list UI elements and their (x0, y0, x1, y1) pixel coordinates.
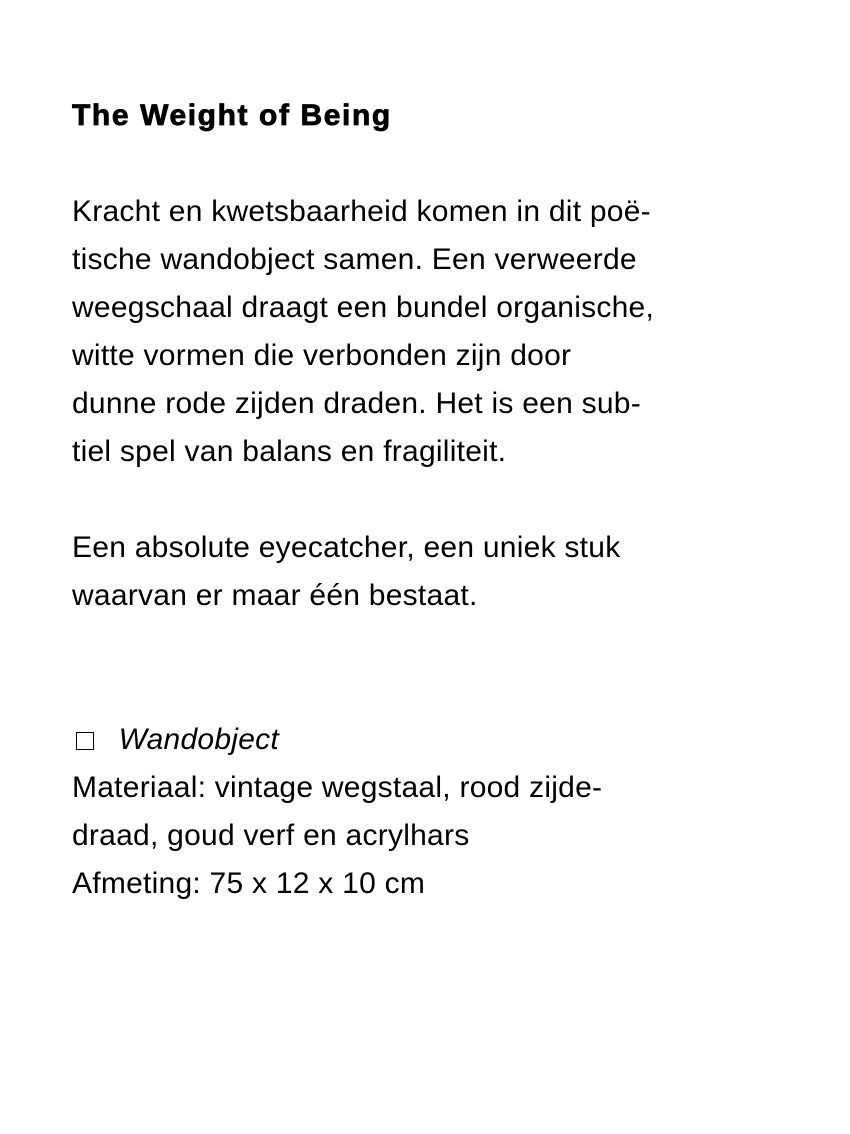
text-line: Een absolute eyecatcher, een uniek stuk (72, 531, 621, 564)
product-specs (72, 716, 602, 908)
text-line: weegschaal draagt een bundel organische, (72, 291, 655, 324)
text-line: Kracht en kwetsbaarheid komen in dit poë- (72, 195, 651, 228)
text-line: tische wandobject samen. Een verweerde (72, 243, 637, 276)
description-paragraph-1 (72, 188, 654, 476)
text-line: witte vormen die verbonden zijn door (72, 339, 572, 372)
text-line: waarvan er maar één bestaat. (72, 579, 478, 612)
text-line: tiel spel van balans en fragiliteit. (72, 435, 507, 468)
product-type-row (72, 716, 602, 764)
material-line: Materiaal: vintage wegstaal, rood zijde- (72, 771, 603, 804)
dimensions: Afmeting: 75 x 12 x 10 cm (72, 867, 426, 900)
description-paragraph-2 (72, 524, 620, 620)
square-box-icon (76, 732, 94, 750)
product-type: Wandobject (118, 723, 279, 756)
material-line: draad, goud verf en acrylhars (72, 819, 470, 852)
text-line: dunne rode zijden draden. Het is een sub- (72, 387, 641, 420)
page-title: The Weight of Being (72, 99, 392, 132)
